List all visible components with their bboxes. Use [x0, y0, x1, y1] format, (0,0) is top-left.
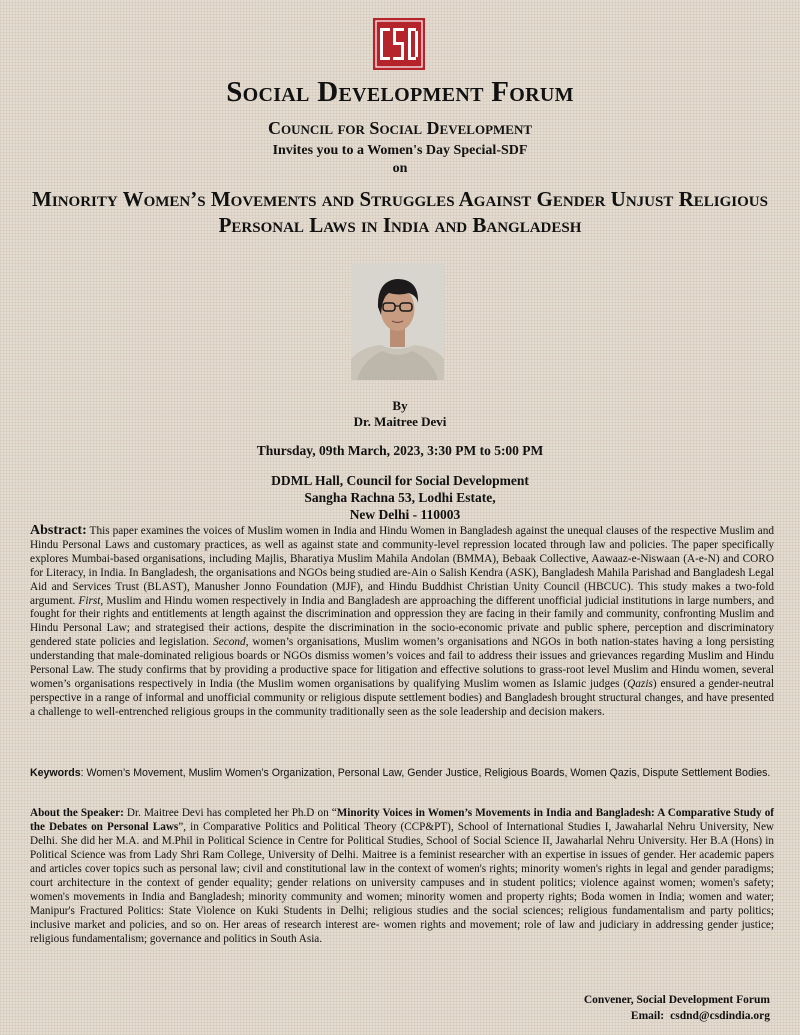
abstract-first: First — [78, 594, 101, 607]
event-venue — [0, 472, 800, 523]
convener-line: Convener, Social Development Forum — [583, 994, 770, 1006]
invite-line: Invites you to a Women's Day Special-SDF — [272, 143, 528, 158]
email-address[interactable]: csdnd@csdindia.org — [670, 1010, 770, 1022]
about-speaker — [30, 807, 774, 947]
csd-logo — [373, 18, 425, 70]
email-line — [584, 1008, 770, 1024]
forum-title: Social Development Forum — [226, 76, 574, 108]
venue-line-3: New Delhi - 110003 — [349, 507, 461, 522]
venue-line-2: Sangha Rachna 53, Lodhi Estate, — [304, 490, 496, 505]
speaker-name: Dr. Maitree Devi — [353, 414, 447, 429]
speaker-photo — [351, 263, 444, 380]
keywords-text: : Women’s Movement, Muslim Women’s Organization, Personal Law, Gender Justice, Religious Boards, Women Qazis, Dispute Settlement Bodies. — [80, 767, 771, 779]
event-datetime: Thursday, 09th March, 2023, 3:30 PM to 5:00 PM — [256, 443, 544, 458]
keywords — [30, 766, 774, 781]
keywords-label: Keywords — [30, 767, 81, 779]
abstract-second: Second — [213, 636, 246, 649]
email-label: Email: — [630, 1010, 665, 1022]
abstract-text-1: This paper examines the voices of Muslim women in India and Hindu Women in Bangladesh against the unequal clauses of the respective Muslim and Hindu Personal Laws and customary practices, as well as against state and community-level repression located through law and policies. The paper specifically explores Mumbai-based organisations, including Majlis, Bharatiya Muslim Mahila Andolan (BMMA), Bebaak Collective, Aawaaz-e-Niswaan (A-e-N) and CORO for Literacy, in India. In Bangladesh, the organisations and NGOs being studied are-Ain o Salish Kendra (ASK), Bangladesh Mahila Parishad and Bangladesh Legal Aid and Services Trust (BLAST), Manusher Jonno Foundation (MJF), and Hindu Buddhist Christian Unity Council (HBCUC). This study makes a two-fold argument. — [30, 525, 774, 607]
on-line: on — [392, 161, 408, 176]
talk-title: Minority Women’s Movements and Struggles Against Gender Unjust Religious Personal Laws in India and Bangladesh — [32, 187, 768, 237]
abstract-text-4: ) ensured a gender-neutral perspective in a range of informal and unofficial community or religious dispute settlement bodies) and Bangladesh brought structural changes, and have presented a challenge to well-entrenched religious groups in the community traditionally seen as the sole leadership and decision makers. — [30, 677, 774, 718]
about-text-2: ”, in Comparative Politics and Political Theory (CCP&PT), School of International Studies I, Jawaharlal Nehru University, New Delhi. She did her M.A. and M.Phil in Political Science in Centre for Political Studies, School of Social Science II, Jawaharlal Nehru University. Her B.A (Hons) in Political Science was from Lady Shri Ram College, University of Delhi. Maitree is a feminist researcher with an expertise in issues of gender. Her academic papers and articles cover topics such as personal law; civil and constitutional law in the context of women's rights; minority women's rights in legal and gender paradigms; court architecture in the context of gender equality; gender relations on university campuses and in student politics; violence against women; women's safety; women's movements in India and Bangladesh; minority community and women; minority women and property rights; Boda women in India; women and water; Manipur's Fractured Politics: State Violence on Kuki Students in Delhi; religious studies and the social sciences; religious fundamentalism and party politics; inclusive market and policies, and so on. Her areas of research interest are- women rights and movement; role of law and judiciary in addressing gender justice; religious fundamentalism; governance and politics in South Asia. — [30, 820, 774, 945]
footer — [584, 992, 770, 1024]
about-text-1: Dr. Maitree Devi has completed her Ph.D on “ — [123, 807, 337, 819]
abstract-text-2: , Muslim and Hindu women respectively in India and Bangladesh are approaching the different unofficial judicial institutions in large numbers, and fought for their rights and entitlements at length against the discrimination and oppression they are facing in their family and community, confronting Muslim and Hindu Personal Law; and strategised their actions, despite the discrimination in the socio-economic private and public sphere, perception and discriminatory gendered state policies and legislation. — [30, 594, 774, 649]
about-label: About the Speaker: — [30, 807, 124, 819]
abstract-label: Abstract: — [30, 523, 87, 538]
abstract — [30, 524, 774, 720]
thesis-title: Minority Voices in Women’s Movements in India and Bangladesh: A Comparative Study of the Debates on Personal Laws — [30, 807, 775, 833]
council-name: Council for Social Development — [267, 118, 533, 138]
abstract-text-3: , women’s organisations, Muslim women’s organisations and NGOs in both nation-states having a long persisting understanding that male-dominated religious boards or NGOs dismiss women’s voices and fail to address their issues and grievances regarding Muslim and Hindu Personal Law. The study confirms that by providing a productive space for litigation and effective solutions to grass-root level Muslim and Hindu women, several women’s organisations respectively in India (the Muslim women organisations by qualifying Muslim women as Islamic judges ( — [30, 636, 775, 690]
abstract-qazis: Qazis — [627, 677, 653, 690]
by-label: By — [392, 398, 408, 413]
venue-line-1: DDML Hall, Council for Social Development — [271, 473, 529, 488]
